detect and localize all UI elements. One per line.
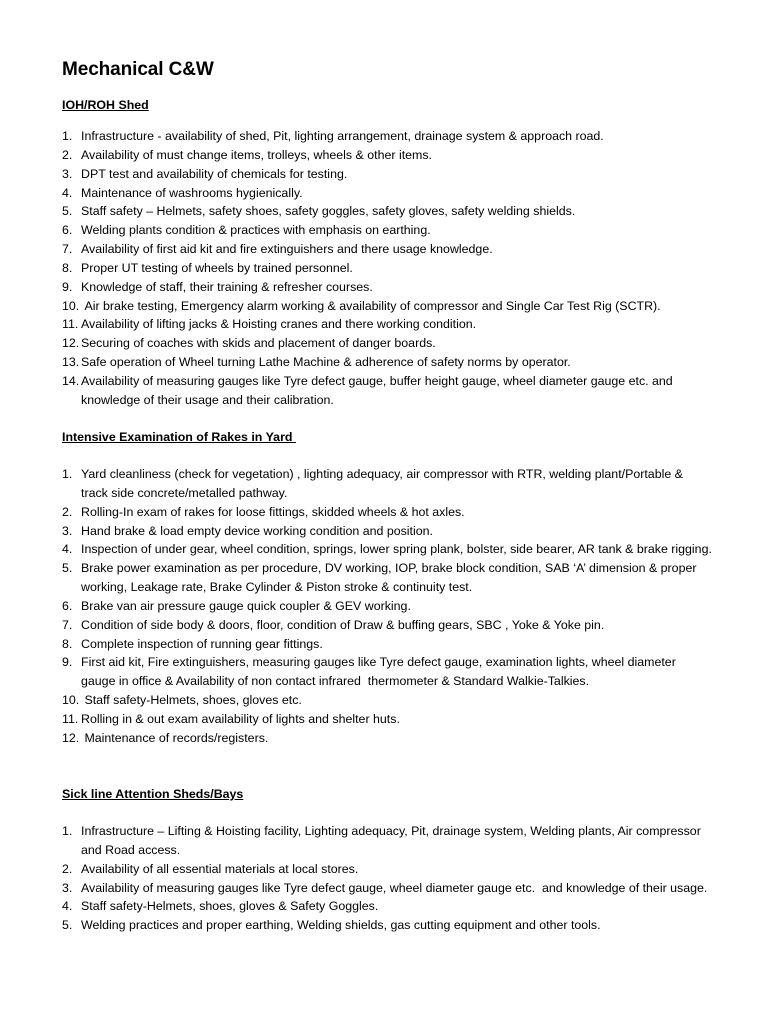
list-item (62, 635, 712, 654)
list-item-number: 2. (62, 504, 73, 519)
list-item-number: 11. (62, 711, 79, 726)
list-item-number: 3. (62, 523, 73, 538)
list-item (62, 146, 712, 165)
list-item-number: 8. (62, 260, 73, 275)
list-item (62, 165, 712, 184)
list-item (62, 240, 712, 259)
list-item-text: Infrastructure – Lifting & Hoisting facility, Lighting adequacy, Pit, drainage system, Welding plants, Air compressor and Road access. (81, 824, 705, 857)
list-item (62, 127, 712, 146)
list-item-number: 4. (62, 542, 73, 557)
list-item-text: Staff safety-Helmets, shoes, gloves & Safety Goggles. (81, 899, 379, 914)
section-heading-sick-line: Sick line Attention Sheds/Bays (62, 787, 244, 801)
list-item-number: 1. (62, 824, 73, 838)
list-item-text: DPT test and availability of chemicals for testing. (81, 166, 348, 181)
list-item-text: Yard cleanliness (check for vegetation) , lighting adequacy, air compressor with RTR, welding plant/Portable & track side concrete/metalled pathway. (81, 467, 690, 500)
section-heading-intensive-examination: Intensive Examination of Rakes in Yard (62, 430, 296, 444)
list-item-number: 5. (62, 204, 73, 219)
list-item-number: 11. (62, 317, 79, 332)
list-item-text: Proper UT testing of wheels by trained personnel. (81, 260, 353, 275)
list-item-number: 9. (62, 655, 73, 670)
list-item-text: Condition of side body & doors, floor, condition of Draw & buffing gears, SBC , Yoke & Yoke pin. (81, 617, 605, 632)
list-item-text: Welding plants condition & practices with emphasis on earthing. (81, 223, 431, 238)
list-item-text: Rolling-In exam of rakes for loose fittings, skidded wheels & hot axles. (81, 504, 465, 519)
list-item (62, 372, 712, 410)
list-item-number: 6. (62, 223, 73, 238)
list-item (62, 559, 712, 597)
list-item-text: Inspection of under gear, wheel condition, springs, lower spring plank, bolster, side bearer, AR tank & brake rigging. (81, 542, 712, 557)
list-item-text: Availability of must change items, trolleys, wheels & other items. (81, 147, 432, 162)
list-item (62, 616, 712, 635)
list-item-text: First aid kit, Fire extinguishers, measuring gauges like Tyre defect gauge, examination lights, wheel diameter gauge in office & Availability of non contact infrared thermometer & Standard Walkie-Talkies. (81, 655, 680, 689)
list-item-number: 5. (62, 918, 73, 933)
list-item-text: Air brake testing, Emergency alarm working & availability of compressor and Single Car Test Rig (SCTR). (81, 298, 661, 313)
list-item-number: 6. (62, 598, 73, 613)
list-item (62, 522, 712, 541)
list-item-number: 5. (62, 561, 73, 576)
list-ioh-roh-shed (62, 127, 712, 410)
list-item-number: 12. (62, 336, 80, 351)
list-item-number: 8. (62, 636, 73, 651)
list-item (62, 540, 712, 559)
list-item (62, 334, 712, 353)
list-item (62, 353, 712, 372)
section-heading-ioh-roh-shed: IOH/ROH Shed (62, 98, 149, 112)
list-item-number: 2. (62, 861, 73, 876)
list-item-number: 10. (62, 298, 80, 313)
list-item-number: 3. (62, 880, 73, 895)
list-item-text: Staff safety – Helmets, safety shoes, safety goggles, safety gloves, safety welding shields. (81, 204, 576, 219)
list-item-text: Availability of measuring gauges like Tyre defect gauge, wheel diameter gauge etc. and knowledge of their usage. (81, 880, 708, 895)
list-item-text: Availability of measuring gauges like Tyre defect gauge, buffer height gauge, wheel diameter gauge etc. and knowledge of their usage and their calibration. (81, 373, 677, 407)
list-item-text: Welding practices and proper earthing, Welding shields, gas cutting equipment and other tools. (81, 918, 601, 933)
list-item-number: 1. (62, 467, 73, 481)
list-item-text: Availability of lifting jacks & Hoisting cranes and there working condition. (81, 317, 477, 332)
list-item-number: 4. (62, 899, 73, 914)
list-item (62, 729, 712, 748)
list-item (62, 879, 712, 898)
list-item-number: 7. (62, 617, 73, 632)
list-item-text: Complete inspection of running gear fittings. (81, 636, 323, 651)
list-item-text: Rolling in & out exam availability of lights and shelter huts. (81, 711, 400, 726)
list-item-number: 10. (62, 693, 80, 708)
list-item (62, 297, 712, 316)
list-item (62, 653, 712, 691)
list-item-number: 7. (62, 242, 73, 257)
list-item (62, 916, 712, 935)
list-item-number: 4. (62, 185, 73, 200)
list-item-number: 14. (62, 373, 80, 388)
list-sick-line (62, 822, 712, 935)
list-item-number: 1. (62, 129, 73, 143)
list-item (62, 184, 712, 203)
list-item (62, 597, 712, 616)
list-item-number: 13. (62, 355, 80, 370)
list-item (62, 897, 712, 916)
list-item (62, 202, 712, 221)
list-item-number: 2. (62, 147, 73, 162)
list-item-text: Brake van air pressure gauge quick coupler & GEV working. (81, 598, 411, 613)
list-item (62, 822, 712, 860)
list-item (62, 278, 712, 297)
list-item-text: Safe operation of Wheel turning Lathe Machine & adherence of safety norms by operator. (81, 355, 571, 370)
list-item-text: Maintenance of records/registers. (81, 730, 269, 745)
list-item (62, 860, 712, 879)
list-item-text: Hand brake & load empty device working condition and position. (81, 523, 433, 538)
list-item-text: Maintenance of washrooms hygienically. (81, 185, 303, 200)
list-item-text: Infrastructure - availability of shed, Pit, lighting arrangement, drainage system & approach road. (81, 129, 604, 143)
list-item (62, 691, 712, 710)
list-item-text: Brake power examination as per procedure, DV working, IOP, brake block condition, SAB ‘A’ dimension & proper working, Leakage rate, Brake Cylinder & Piston stroke & continuity test. (81, 561, 700, 595)
list-item (62, 315, 712, 334)
list-item-text: Knowledge of staff, their training & refresher courses. (81, 279, 373, 294)
document-title: Mechanical C&W (62, 59, 214, 80)
list-intensive-examination (62, 465, 712, 748)
list-item-text: Securing of coaches with skids and placement of danger boards. (81, 336, 436, 351)
list-item (62, 710, 712, 729)
list-item (62, 259, 712, 278)
list-item (62, 503, 712, 522)
list-item (62, 465, 712, 503)
list-item-number: 9. (62, 279, 73, 294)
list-item-number: 12. (62, 730, 80, 745)
list-item-text: Availability of first aid kit and fire extinguishers and there usage knowledge. (81, 242, 493, 257)
list-item-text: Staff safety-Helmets, shoes, gloves etc. (81, 693, 302, 708)
list-item-text: Availability of all essential materials at local stores. (81, 861, 359, 876)
list-item-number: 3. (62, 166, 73, 181)
list-item (62, 221, 712, 240)
